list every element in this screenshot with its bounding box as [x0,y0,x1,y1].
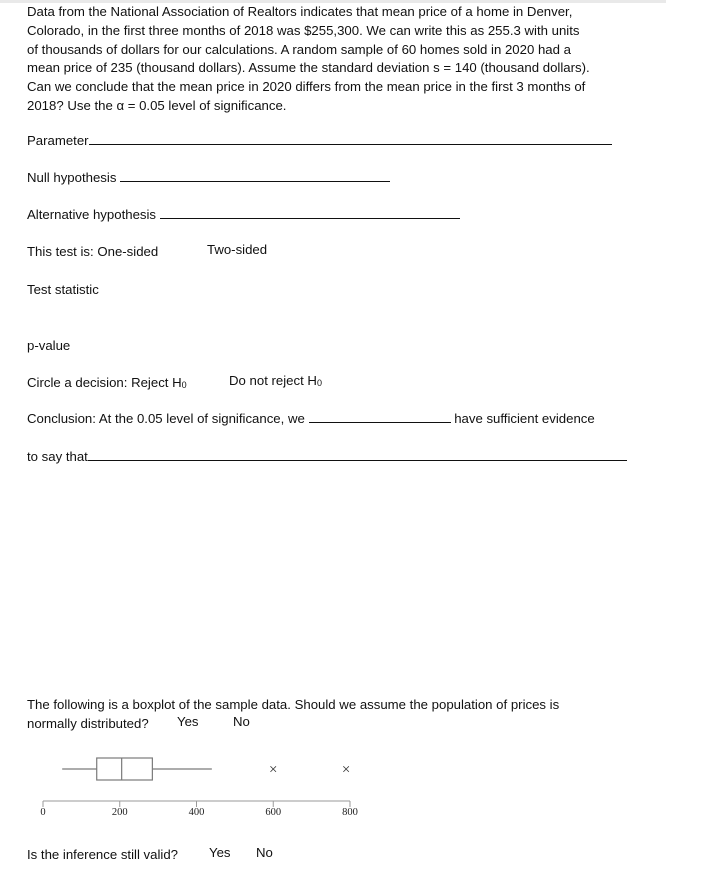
parameter-blank[interactable] [89,131,612,145]
do-not-reject-subscript: 0 [316,378,322,388]
intro-line-6: 2018? Use the α = 0.05 level of significance. [27,97,287,113]
axis-label-600: 600 [265,807,282,818]
inference-yes-option[interactable]: Yes [209,845,231,860]
axis-label-800: 800 [342,807,358,818]
decision-label[interactable]: Circle a decision: Reject H [27,375,182,390]
alternative-hypothesis-row [27,205,460,224]
normal-no-option[interactable]: No [233,714,250,729]
test-statistic-label: Test statistic [27,282,99,297]
axis-label-0: 0 [40,807,46,818]
decision-row [27,373,187,394]
do-not-reject-option[interactable] [229,373,322,388]
intro-line-4: mean price of 235 (thousand dollars). Assume the standard deviation s = 140 (thousand dollars). [27,60,590,76]
inference-question: Is the inference still valid? [27,847,178,862]
boxplot-outlier-2: × [341,762,351,778]
alternative-hypothesis-label: Alternative hypothesis [27,207,157,222]
conclusion-label: Conclusion: At the 0.05 level of significance, we [27,411,305,426]
problem-statement [27,3,627,116]
to-say-blank[interactable] [88,447,627,461]
intro-line-1: Data from the National Association of Realtors indicates that mean price of a home in Denver, [27,4,573,19]
conclusion-end: have sufficient evidence [454,411,595,426]
null-hypothesis-label: Null hypothesis [27,170,117,185]
parameter-label: Parameter [27,133,89,148]
boxplot-outlier-1: × [269,762,278,778]
normal-yes-option[interactable]: Yes [177,714,199,729]
conclusion-blank[interactable] [309,409,451,423]
alternative-hypothesis-blank[interactable] [160,205,460,219]
p-value-label: p-value [27,338,71,353]
boxplot-box [97,758,153,780]
axis-label-200: 200 [111,807,128,818]
inference-no-option[interactable]: No [256,845,273,860]
test-sidedness-label: This test is: One-sided [27,244,159,259]
intro-line-2: Colorado, in the first three months of 2018 was $255,300. We can write this as 255.3 with units [27,22,580,38]
intro-line-3: of thousands of dollars for our calculations. A random sample of 60 homes sold in 2020 had a [27,41,571,57]
conclusion-row [27,409,595,428]
boxplot-question-line-2: normally distributed? [27,716,149,731]
do-not-reject-label: Do not reject H [229,373,317,388]
decision-reject-subscript: 0 [181,380,187,390]
parameter-row [27,131,612,150]
axis-label-400: 400 [188,807,205,818]
null-hypothesis-row [27,168,390,187]
to-say-row [27,447,627,466]
two-sided-option[interactable]: Two-sided [207,242,268,257]
to-say-label: to say that [27,449,88,464]
boxplot-question-line-1: The following is a boxplot of the sample data. Should we assume the population of prices is [27,697,560,712]
boxplot-chart [0,745,724,845]
null-hypothesis-blank[interactable] [120,168,390,182]
intro-line-5: Can we conclude that the mean price in 2020 differs from the mean price in the first 3 months of [27,79,586,95]
